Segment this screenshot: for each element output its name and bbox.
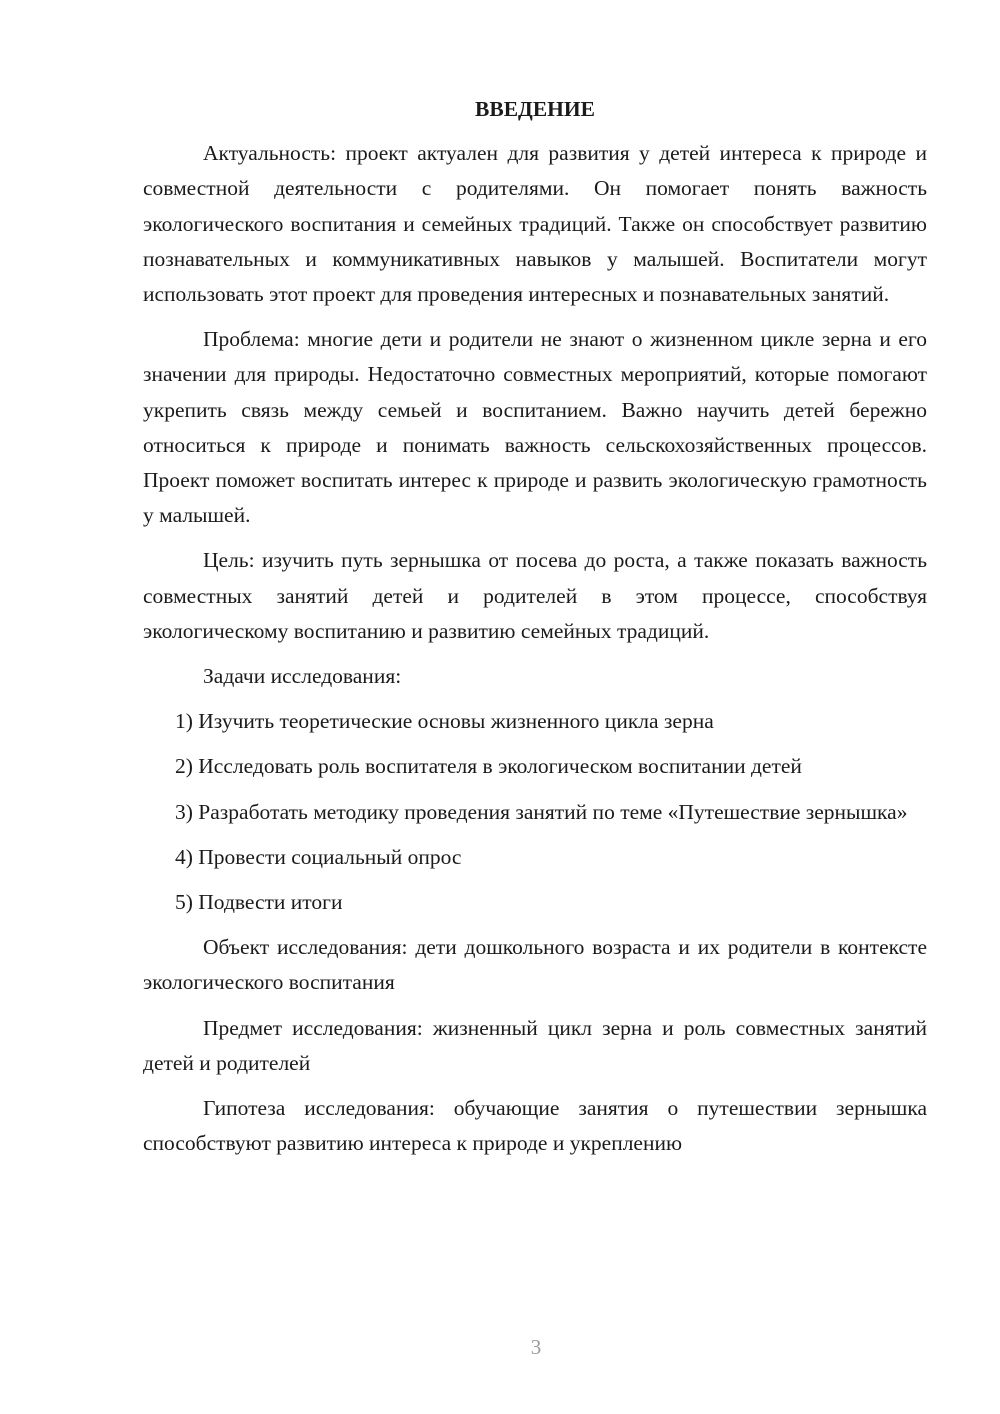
- page-number: 3: [530, 1335, 542, 1359]
- subject-paragraph: Предмет исследования: жизненный цикл зерна и роль совместных занятий детей и родителей: [143, 1015, 927, 1075]
- relevance-paragraph: Актуальность: проект актуален для развития у детей интереса к природе и совместной деятельности с родителями. Он помогает понять важность экологического воспитания и семейных традиций. Также он способствует развитию познавательных и коммуникативных навыков у малышей. Воспитатели могут использовать этот проект для проведения интересных и познавательных занятий.: [143, 141, 927, 307]
- object-paragraph: Объект исследования: дети дошкольного возраста и их родители в контексте экологического воспитания: [143, 935, 927, 995]
- task-item: 5) Подвести итоги: [175, 890, 343, 915]
- problem-paragraph: Проблема: многие дети и родители не знают о жизненном цикле зерна и его значении для природы. Недостаточно совместных мероприятий, которые помогают укрепить связь между семьей и воспитанием. Важно научить детей бережно относиться к природе и понимать важность сельскохозяйственных процессов. Проект поможет воспитать интерес к природе и развить экологическую грамотность у малышей.: [143, 327, 927, 528]
- task-item: 2) Исследовать роль воспитателя в экологическом воспитании детей: [175, 754, 802, 779]
- document-body: [143, 92, 927, 1161]
- tasks-list: [143, 704, 927, 920]
- task-item: 3) Разработать методику проведения занятий по теме «Путешествие зернышка»: [175, 799, 908, 824]
- task-item: 4) Провести социальный опрос: [175, 844, 462, 869]
- section-heading: ВВЕДЕНИЕ: [475, 97, 595, 121]
- tasks-heading: Задачи исследования:: [203, 664, 402, 689]
- task-item: 1) Изучить теоретические основы жизненного цикла зерна: [175, 709, 714, 734]
- goal-paragraph: Цель: изучить путь зернышка от посева до роста, а также показать важность совместных занятий детей и родителей в этом процессе, способствуя экологическому воспитанию и развитию семейных традиций.: [143, 548, 927, 643]
- hypothesis-paragraph: Гипотеза исследования: обучающие занятия о путешествии зернышка способствуют развитию интереса к природе и укреплению: [143, 1096, 927, 1156]
